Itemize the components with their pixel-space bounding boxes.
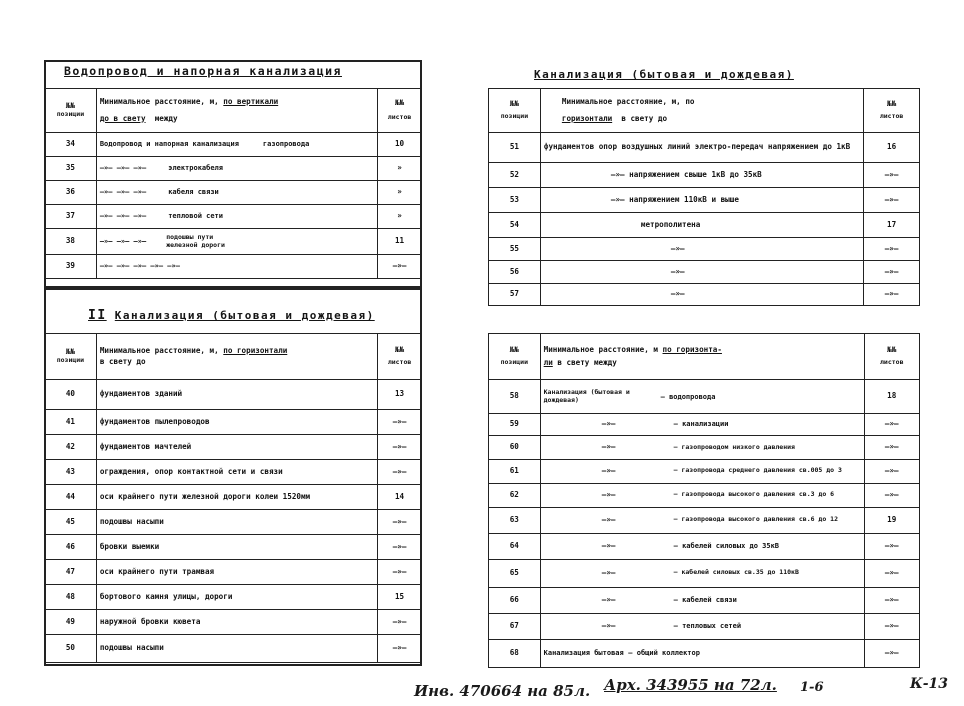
table-row: [45, 460, 422, 485]
hdr-num: №№: [65, 101, 75, 111]
position-number-cell: 60: [489, 436, 541, 460]
sheet-ref-cell: 19: [864, 508, 920, 534]
sheet-ref-cell: —»—: [378, 460, 422, 485]
table-row: [45, 255, 422, 279]
cell-text: —»— —»— —»— —»— —»—: [99, 262, 180, 271]
cell-text: —»—: [601, 419, 616, 429]
cell-text: —»—: [601, 466, 616, 476]
sheet-ref-cell: —»—: [378, 635, 422, 663]
cell-text: Минимальное расстояние, м,: [99, 96, 219, 106]
position-number-cell: 48: [45, 585, 97, 610]
cell-text: в свету до: [621, 113, 668, 123]
position-number-cell: 40: [45, 380, 97, 410]
position-number-cell: 44: [45, 485, 97, 510]
table-row: [489, 261, 920, 284]
cell-text: — водопровода: [660, 392, 716, 401]
table-row: [489, 484, 920, 508]
description-cell: [96, 89, 377, 133]
table-header: [45, 89, 422, 133]
cell-text: — тепловых сетей: [673, 622, 742, 631]
sheet-ref-cell: —»—: [378, 255, 422, 279]
description-cell: фундаментов мачтелей: [96, 435, 377, 460]
right-top-table: [488, 88, 920, 306]
description-cell: подошвы насыпи: [96, 510, 377, 535]
hdr-ref-sub: листов: [387, 358, 412, 367]
cell-text: ли: [543, 357, 553, 367]
description-cell: [540, 614, 864, 640]
table-row: [489, 213, 920, 238]
sheet-ref-cell: —»—: [864, 414, 920, 436]
hdr-num-sub: позиции: [500, 112, 529, 121]
table-row: [489, 560, 920, 588]
right-top-title: Канализация (бытовая и дождевая): [534, 68, 794, 81]
table-row: [45, 133, 422, 157]
cell-text: между: [154, 113, 178, 123]
table-row: [45, 610, 422, 635]
position-number-cell: 65: [489, 560, 541, 588]
description-cell: подошвы насыпи: [96, 635, 377, 663]
sheet-ref-cell: 14: [378, 485, 422, 510]
position-number-cell: [864, 89, 920, 133]
sheet-ref-cell: —»—: [378, 410, 422, 435]
position-number-cell: 34: [45, 133, 97, 157]
table-row: [45, 410, 422, 435]
left-top-title: Водопровод и напорная канализация: [64, 64, 342, 78]
position-number-cell: 63: [489, 508, 541, 534]
description-cell: [540, 380, 864, 414]
table-row: [45, 380, 422, 410]
description-cell: [96, 229, 377, 255]
cell-text: —»— —»— —»—: [99, 188, 147, 197]
table-row: [45, 535, 422, 560]
hdr-num: №№: [65, 347, 75, 357]
description-cell: фундаментов опор воздушных линий электро-передач напряжением до 1кВ: [540, 133, 863, 163]
cell-text: —»—: [601, 541, 616, 551]
description-cell: —»— напряжением 110кВ и выше: [540, 188, 863, 213]
cell-text: —»— —»— —»—: [99, 237, 147, 246]
description-cell: [540, 436, 864, 460]
cell-text: Минимальное расстояние, м: [543, 344, 658, 354]
table-row: [45, 157, 422, 181]
table-row: [489, 460, 920, 484]
table-row: [489, 238, 920, 261]
sheet-ref-cell: —»—: [864, 436, 920, 460]
position-number-cell: 66: [489, 588, 541, 614]
description-cell: бортового камня улицы, дороги: [96, 585, 377, 610]
sheet-ref-cell: 18: [864, 380, 920, 414]
sheet-ref-cell: 16: [864, 133, 920, 163]
description-cell: —»—: [540, 261, 863, 284]
hdr-ref-sub: листов: [880, 358, 904, 367]
hdr-text-line1: Минимальное расстояние, м, по: [561, 96, 695, 106]
position-number-cell: 62: [489, 484, 541, 508]
position-number-cell: 35: [45, 157, 97, 181]
hdr-ref-sub: листов: [879, 112, 904, 121]
sheet-ref-cell: —»—: [864, 534, 920, 560]
description-cell: [540, 334, 864, 380]
cell-text: — газопровода высокого давления св.6 до 12: [673, 515, 839, 524]
archive-number: Арх. 343955 на 72л.: [604, 676, 777, 694]
hdr-text-line2: в свету до: [99, 356, 146, 366]
cell-text: по горизонта-: [662, 344, 722, 354]
table-row: [489, 614, 920, 640]
position-number-cell: 43: [45, 460, 97, 485]
description-cell: [96, 157, 377, 181]
position-number-cell: 64: [489, 534, 541, 560]
position-number-cell: 36: [45, 181, 97, 205]
cell-text: по горизонтали: [223, 345, 288, 355]
hdr-ref: №№: [887, 99, 897, 109]
table-row: [489, 284, 920, 306]
hdr-ref: №№: [394, 98, 405, 108]
description-cell: [540, 460, 864, 484]
table-row: [45, 205, 422, 229]
cell-text: подошвы пути железной дороги: [166, 233, 225, 249]
description-cell: фундаментов пылепроводов: [96, 410, 377, 435]
table-header: [489, 89, 920, 133]
sheet-ref-cell: »: [378, 205, 422, 229]
table-row: [45, 229, 422, 255]
hdr-ref: №№: [394, 345, 405, 355]
table-row: [489, 640, 920, 668]
sheet-range: 1-6: [800, 680, 824, 695]
table-row: [45, 510, 422, 535]
sheet-ref-cell: —»—: [864, 188, 920, 213]
position-number-cell: 58: [489, 380, 541, 414]
hdr-num-sub: позиции: [500, 358, 529, 367]
position-number-cell: 56: [489, 261, 541, 284]
hdr-num-sub: позиции: [56, 356, 85, 365]
position-number-cell: [378, 334, 422, 380]
position-number-cell: [45, 334, 97, 380]
description-cell: [96, 133, 377, 157]
cell-text: горизонтали: [561, 113, 613, 123]
sheet-ref-cell: —»—: [864, 284, 920, 306]
position-number-cell: 50: [45, 635, 97, 663]
description-cell: наружной бровки кювета: [96, 610, 377, 635]
cell-text: — кабелей силовых до 35кВ: [673, 542, 779, 551]
cell-text: Водопровод и напорная канализация: [99, 140, 239, 149]
cell-text: электрокабеля: [168, 164, 223, 173]
cell-text: —»—: [601, 490, 616, 500]
position-number-cell: 54: [489, 213, 541, 238]
position-number-cell: 59: [489, 414, 541, 436]
description-cell: [540, 414, 864, 436]
description-cell: оси крайнего пути железной дороги колеи 1520мм: [96, 485, 377, 510]
sheet-ref-cell: —»—: [378, 610, 422, 635]
sheet-ref-cell: 10: [378, 133, 422, 157]
description-cell: —»—: [540, 238, 863, 261]
position-number-cell: [489, 89, 541, 133]
hdr-text-line1: [100, 98, 374, 107]
sheet-ref-cell: —»—: [864, 238, 920, 261]
sheet-ref-cell: —»—: [378, 560, 422, 585]
hdr-text-line1: [100, 347, 374, 356]
table-header: [489, 334, 920, 380]
cell-text: —»—: [601, 568, 616, 578]
cell-text: — кабелей силовых св.35 до 110кВ: [673, 568, 799, 577]
hdr-ref-sub: листов: [387, 113, 412, 122]
description-cell: бровки выемки: [96, 535, 377, 560]
table-row: [489, 133, 920, 163]
position-number-cell: [489, 334, 541, 380]
description-cell: оси крайнего пути трамвая: [96, 560, 377, 585]
position-number-cell: [45, 89, 97, 133]
sheet-ref-cell: —»—: [378, 535, 422, 560]
position-number-cell: 67: [489, 614, 541, 640]
description-cell: [540, 534, 864, 560]
table-row: [45, 181, 422, 205]
sheet-ref-cell: 11: [378, 229, 422, 255]
cell-text: Минимальное расстояние, м,: [99, 345, 219, 355]
position-number-cell: 49: [45, 610, 97, 635]
description-cell: ограждения, опор контактной сети и связи: [96, 460, 377, 485]
cell-text: — кабелей связи: [673, 596, 737, 605]
description-cell: [96, 334, 377, 380]
position-number-cell: 47: [45, 560, 97, 585]
sheet-ref-cell: »: [378, 157, 422, 181]
sheet-ref-cell: —»—: [864, 460, 920, 484]
cell-text: —»— —»— —»—: [99, 212, 147, 221]
position-number-cell: 45: [45, 510, 97, 535]
description-cell: [540, 588, 864, 614]
cell-text: — газопровода среднего давления св.005 до 3: [673, 466, 842, 475]
cell-text: — общий коллектор: [628, 649, 700, 658]
right-bottom-table: [488, 333, 920, 668]
description-cell: [96, 255, 377, 279]
left-bottom-table: [44, 333, 422, 663]
sheet-ref-cell: —»—: [864, 560, 920, 588]
table-row: [45, 585, 422, 610]
position-number-cell: 39: [45, 255, 97, 279]
sheet-ref-cell: —»—: [378, 435, 422, 460]
sheet-ref-cell: 17: [864, 213, 920, 238]
cell-text: —»— —»— —»—: [99, 164, 147, 173]
cell-text: —»—: [601, 621, 616, 631]
section-number: II: [88, 308, 107, 323]
hdr-text-line2: [100, 115, 374, 124]
hdr-num: №№: [509, 345, 519, 355]
table-row: [489, 163, 920, 188]
cell-text: Канализация (бытовая и дождевая): [543, 388, 630, 404]
table-row: [45, 560, 422, 585]
cell-text: Канализация бытовая: [543, 649, 624, 658]
position-number-cell: 41: [45, 410, 97, 435]
position-number-cell: 51: [489, 133, 541, 163]
cell-text: в свету между: [557, 357, 617, 367]
cell-text: тепловой сети: [168, 212, 223, 221]
cell-text: — газопроводом низкого давления: [673, 443, 795, 452]
position-number-cell: [864, 334, 920, 380]
description-cell: метрополитена: [540, 213, 863, 238]
cell-text: —»—: [601, 442, 616, 452]
sheet-ref-cell: —»—: [864, 614, 920, 640]
table-row: [45, 635, 422, 663]
table-row: [489, 436, 920, 460]
table-header: [45, 334, 422, 380]
position-number-cell: 57: [489, 284, 541, 306]
table-row: [45, 435, 422, 460]
position-number-cell: 68: [489, 640, 541, 668]
table-row: [489, 534, 920, 560]
description-cell: [540, 508, 864, 534]
description-cell: [96, 205, 377, 229]
cell-text: —»—: [601, 515, 616, 525]
position-number-cell: 61: [489, 460, 541, 484]
hdr-num-sub: позиции: [56, 110, 85, 119]
sheet-ref-cell: —»—: [864, 261, 920, 284]
cell-text: газопровода: [262, 140, 310, 149]
position-number-cell: 53: [489, 188, 541, 213]
sheet-ref-cell: 13: [378, 380, 422, 410]
hdr-text-line2: [544, 359, 861, 368]
sheet-ref-cell: —»—: [864, 588, 920, 614]
table-row: [489, 380, 920, 414]
table-row: [489, 414, 920, 436]
sheet-ref-cell: —»—: [864, 484, 920, 508]
left-bottom-title: [88, 308, 375, 323]
sheet-ref-cell: —»—: [864, 163, 920, 188]
position-number-cell: 46: [45, 535, 97, 560]
hdr-text-line2: [544, 115, 860, 124]
sheet-ref-cell: »: [378, 181, 422, 205]
position-number-cell: 37: [45, 205, 97, 229]
table-row: [489, 508, 920, 534]
description-cell: —»— напряжением свыше 1кВ до 35кВ: [540, 163, 863, 188]
table-row: [489, 588, 920, 614]
description-cell: [540, 89, 863, 133]
table-row: [489, 188, 920, 213]
cell-text: по вертикали: [223, 96, 279, 106]
sheet-ref-cell: —»—: [378, 510, 422, 535]
cell-text: кабеля связи: [168, 188, 219, 197]
position-number-cell: 38: [45, 229, 97, 255]
sheet-ref-cell: 15: [378, 585, 422, 610]
cell-text: до в свету: [99, 113, 146, 123]
inventory-number: Инв. 470664 на 85л.: [414, 682, 591, 700]
position-number-cell: 55: [489, 238, 541, 261]
page-number: К-13: [910, 676, 949, 692]
section-title: Канализация (бытовая и дождевая): [114, 309, 375, 322]
description-cell: фундаментов зданий: [96, 380, 377, 410]
hdr-text-line1: [544, 346, 861, 355]
description-cell: [540, 560, 864, 588]
position-number-cell: 52: [489, 163, 541, 188]
cell-text: — канализации: [673, 420, 729, 429]
description-cell: [540, 484, 864, 508]
table-row: [45, 485, 422, 510]
description-cell: —»—: [540, 284, 863, 306]
hdr-ref: №№: [887, 345, 897, 355]
description-cell: [540, 640, 864, 668]
cell-text: —»—: [601, 595, 616, 605]
left-top-table: [44, 88, 422, 279]
sheet-ref-cell: —»—: [864, 640, 920, 668]
position-number-cell: [378, 89, 422, 133]
cell-text: — газопровода высокого давления св.3 до 6: [673, 490, 835, 499]
description-cell: [96, 181, 377, 205]
hdr-num: №№: [509, 99, 520, 109]
position-number-cell: 42: [45, 435, 97, 460]
